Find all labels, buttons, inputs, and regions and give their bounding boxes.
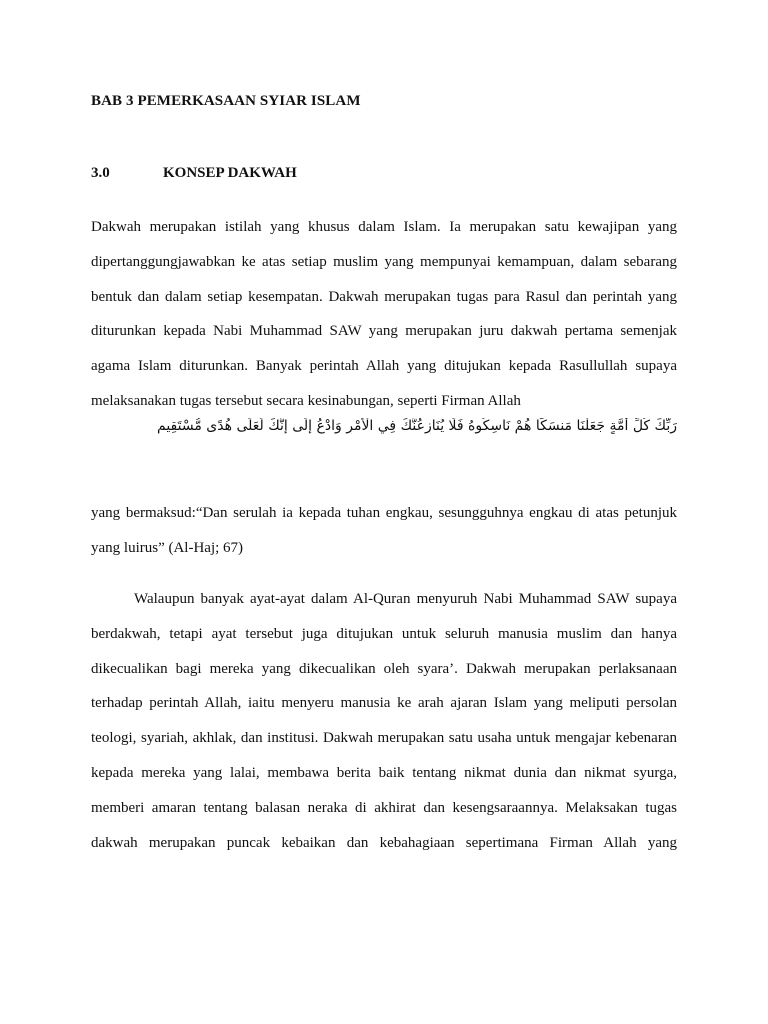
paragraph-line: berdakwah, tetapi ayat tersebut juga ditujukan untuk seluruh manusia muslim dan hanya	[91, 625, 677, 642]
paragraph-body	[91, 582, 677, 860]
paragraph-line: agama Islam diturunkan. Banyak perintah Allah yang ditujukan kepada Rasullullah supaya	[91, 358, 677, 375]
paragraph-line: Walaupun banyak ayat-ayat dalam Al-Quran menyuruh Nabi Muhammad SAW supaya	[134, 591, 677, 607]
section-heading	[91, 165, 297, 182]
arabic-verse: رَبِّكَ كُلِّ أُمَّةٍ جَعَلْنَا مَنسَكًا هُمْ نَاسِكُوهُ فَلَا يُنَازِعُنَّكَ فِي الْأَمْرِ وَادْعُ إِلَى إِنَّكَ لَعَلَى هُدًى مُّسْتَقِيمٍ	[157, 418, 677, 434]
section-title: KONSEP DAKWAH	[163, 165, 297, 181]
paragraph-line: memberi amaran tentang balasan neraka di akhirat dan kesengsaraannya. Melaksakan tugas	[91, 799, 677, 816]
paragraph-line: teologi, syariah, akhlak, dan institusi. Dakwah merupakan satu usaha untuk mengajar kebenaran	[91, 730, 677, 747]
paragraph-translation	[91, 496, 677, 566]
paragraph-line: dikecualikan bagi mereka yang dikecualikan oleh syara’. Dakwah merupakan perlaksanaan	[91, 660, 677, 677]
paragraph-line: yang bermaksud:“Dan serulah ia kepada tuhan engkau, sesungguhnya engkau di atas petunjuk	[91, 505, 677, 521]
paragraph-line: diturunkan kepada Nabi Muhammad SAW yang merupakan juru dakwah pertama semenjak	[91, 323, 677, 340]
paragraph-intro	[91, 210, 677, 419]
paragraph-line: melaksanakan tugas tersebut secara kesinabungan, seperti Firman Allah	[91, 392, 521, 409]
paragraph-line: yang luirus” (Al-Haj; 67)	[91, 539, 244, 556]
paragraph-line: bentuk dan dalam setiap kesempatan. Dakwah merupakan tugas para Rasul dan perintah yang	[91, 288, 677, 305]
paragraph-line: terhadap perintah Allah, iaitu menyeru manusia ke arah ajaran Islam yang meliputi persolan	[91, 695, 677, 712]
chapter-title: BAB 3 PEMERKASAAN SYIAR ISLAM	[91, 93, 361, 109]
paragraph-line: dipertanggungjawabkan ke atas setiap muslim yang mempunyai kemampuan, dalam sebarang	[91, 253, 677, 270]
section-number: 3.0	[91, 165, 110, 181]
paragraph-line: Dakwah merupakan istilah yang khusus dalam Islam. Ia merupakan satu kewajipan yang	[91, 219, 677, 235]
paragraph-line: dakwah merupakan puncak kebaikan dan kebahagiaan sepertimana Firman Allah yang	[91, 834, 677, 851]
paragraph-line: kepada mereka yang lalai, membawa berita baik tentang nikmat dunia dan nikmat syurga,	[91, 764, 677, 781]
